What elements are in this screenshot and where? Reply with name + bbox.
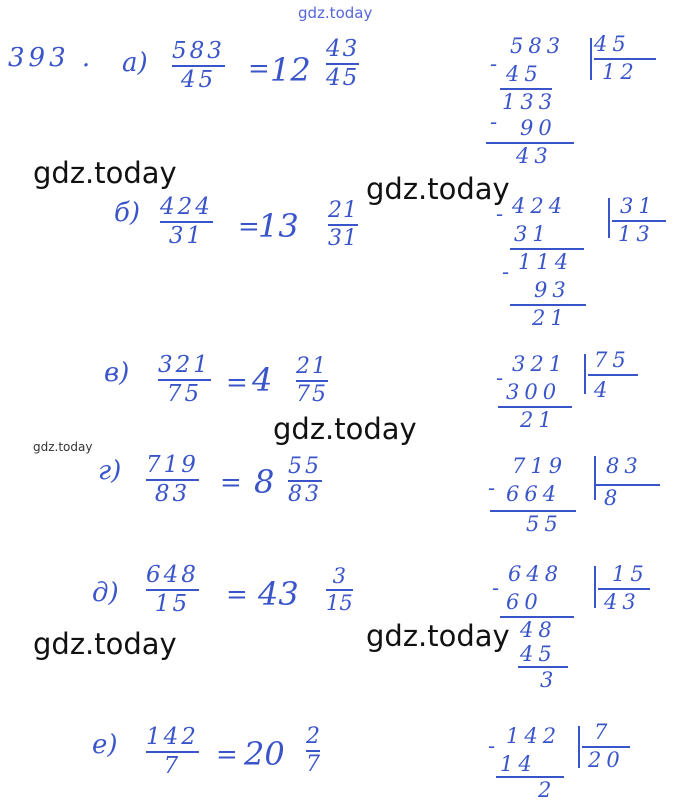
numerator: 424 — [160, 194, 213, 220]
divisor: 75 — [594, 348, 631, 372]
minus-sign: - — [492, 576, 505, 600]
equals-sign: = — [248, 54, 270, 84]
division-step: 45 — [506, 62, 543, 86]
quotient: 8 — [604, 486, 623, 510]
minus-sign: - — [496, 366, 509, 390]
divisor: 31 — [620, 194, 657, 218]
division-bar — [594, 456, 596, 500]
mixed-fraction — [306, 726, 320, 776]
improper-fraction — [160, 196, 213, 248]
denominator: 45 — [326, 65, 360, 91]
denominator: 75 — [166, 381, 203, 407]
denominator: 15 — [154, 591, 191, 617]
watermark-top: gdz.today — [298, 4, 373, 22]
denominator: 83 — [288, 482, 322, 507]
part-label: д) — [92, 578, 119, 608]
whole-part: 12 — [270, 51, 311, 89]
numerator: 648 — [146, 562, 199, 588]
whole-part: 4 — [252, 361, 273, 399]
minus-sign: - — [490, 52, 503, 76]
equals-sign: = — [226, 368, 248, 398]
watermark-1: gdz.today — [33, 156, 177, 190]
problem-number: 393 . — [8, 43, 95, 73]
divisor: 83 — [606, 454, 643, 478]
remainder: 2 — [538, 778, 557, 802]
division-bar — [608, 198, 610, 238]
quotient: 12 — [602, 60, 639, 84]
minus-sign: - — [488, 734, 501, 758]
part-label: a) — [122, 48, 148, 78]
division-step: 31 — [514, 222, 551, 246]
dividend: 648 — [508, 562, 564, 586]
improper-fraction — [172, 40, 225, 92]
divisor: 45 — [594, 32, 631, 56]
quotient: 4 — [594, 378, 613, 402]
watermark-small: gdz.today — [33, 440, 93, 454]
mixed-fraction — [326, 566, 353, 614]
remainder: 55 — [526, 512, 563, 536]
numerator: 719 — [146, 452, 199, 478]
improper-fraction — [146, 564, 199, 616]
numerator: 21 — [296, 354, 328, 379]
remainder: 43 — [516, 144, 553, 168]
division-step: 14 — [500, 752, 537, 776]
numerator: 21 — [328, 198, 358, 223]
equals-sign: = — [220, 468, 242, 498]
dividend: 719 — [512, 454, 568, 478]
division-step: 60 — [506, 590, 543, 614]
denominator: 45 — [180, 67, 217, 93]
remainder: 3 — [540, 668, 559, 692]
division-step: 664 — [506, 482, 562, 506]
numerator: 142 — [146, 724, 199, 750]
dividend: 142 — [506, 724, 562, 748]
part-label: е) — [92, 730, 118, 760]
division-step: 114 — [518, 250, 574, 274]
division-step: 133 — [502, 90, 558, 114]
divisor: 15 — [612, 562, 649, 586]
denominator: 7 — [306, 752, 320, 777]
division-bar — [578, 726, 580, 768]
division-step: 93 — [534, 278, 571, 302]
division-bar — [590, 38, 592, 80]
numerator: 55 — [288, 454, 322, 479]
improper-fraction — [146, 454, 199, 506]
whole-part: 8 — [254, 463, 275, 501]
mixed-fraction — [326, 38, 359, 90]
division-step: 48 — [520, 618, 557, 642]
watermark-3: gdz.today — [273, 412, 417, 446]
improper-fraction — [146, 726, 199, 778]
quotient: 13 — [618, 222, 655, 246]
improper-fraction — [158, 354, 211, 406]
denominator: 83 — [154, 481, 191, 507]
minus-sign: - — [488, 476, 501, 500]
denominator: 15 — [326, 591, 353, 615]
remainder: 21 — [520, 408, 557, 432]
part-label: в) — [104, 358, 130, 388]
denominator: 31 — [328, 226, 358, 251]
division-step: 90 — [520, 116, 557, 140]
division-bar — [594, 566, 596, 608]
minus-sign: - — [496, 202, 509, 226]
minus-sign: - — [490, 110, 503, 134]
equals-sign: = — [226, 580, 248, 610]
numerator: 3 — [332, 564, 347, 588]
equals-sign: = — [238, 212, 260, 242]
dividend: 583 — [510, 34, 566, 58]
denominator: 31 — [168, 223, 205, 249]
division-step: 45 — [520, 642, 557, 666]
numerator: 43 — [326, 36, 360, 62]
whole-part: 43 — [258, 575, 299, 613]
watermark-5: gdz.today — [366, 619, 510, 653]
quotient: 43 — [604, 590, 641, 614]
numerator: 583 — [172, 38, 225, 64]
denominator: 7 — [163, 753, 182, 779]
whole-part: 20 — [244, 735, 285, 773]
watermark-4: gdz.today — [33, 627, 177, 661]
dividend: 321 — [512, 352, 568, 376]
denominator: 75 — [296, 382, 328, 407]
mixed-fraction — [288, 456, 322, 506]
watermark-2: gdz.today — [366, 172, 510, 206]
part-label: г) — [98, 456, 122, 486]
division-bar — [584, 354, 586, 394]
numerator: 2 — [306, 724, 320, 749]
division-step: 300 — [506, 380, 562, 404]
minus-sign: - — [502, 260, 515, 284]
remainder: 21 — [532, 306, 569, 330]
equals-sign: = — [216, 740, 238, 770]
divisor-line — [588, 374, 638, 376]
mixed-fraction — [296, 356, 328, 406]
quotient: 20 — [588, 748, 625, 772]
mixed-fraction — [328, 200, 358, 250]
part-label: б) — [114, 198, 141, 228]
dividend: 424 — [512, 194, 568, 218]
divisor: 7 — [594, 720, 613, 744]
whole-part: 13 — [258, 207, 299, 245]
numerator: 321 — [158, 352, 211, 378]
